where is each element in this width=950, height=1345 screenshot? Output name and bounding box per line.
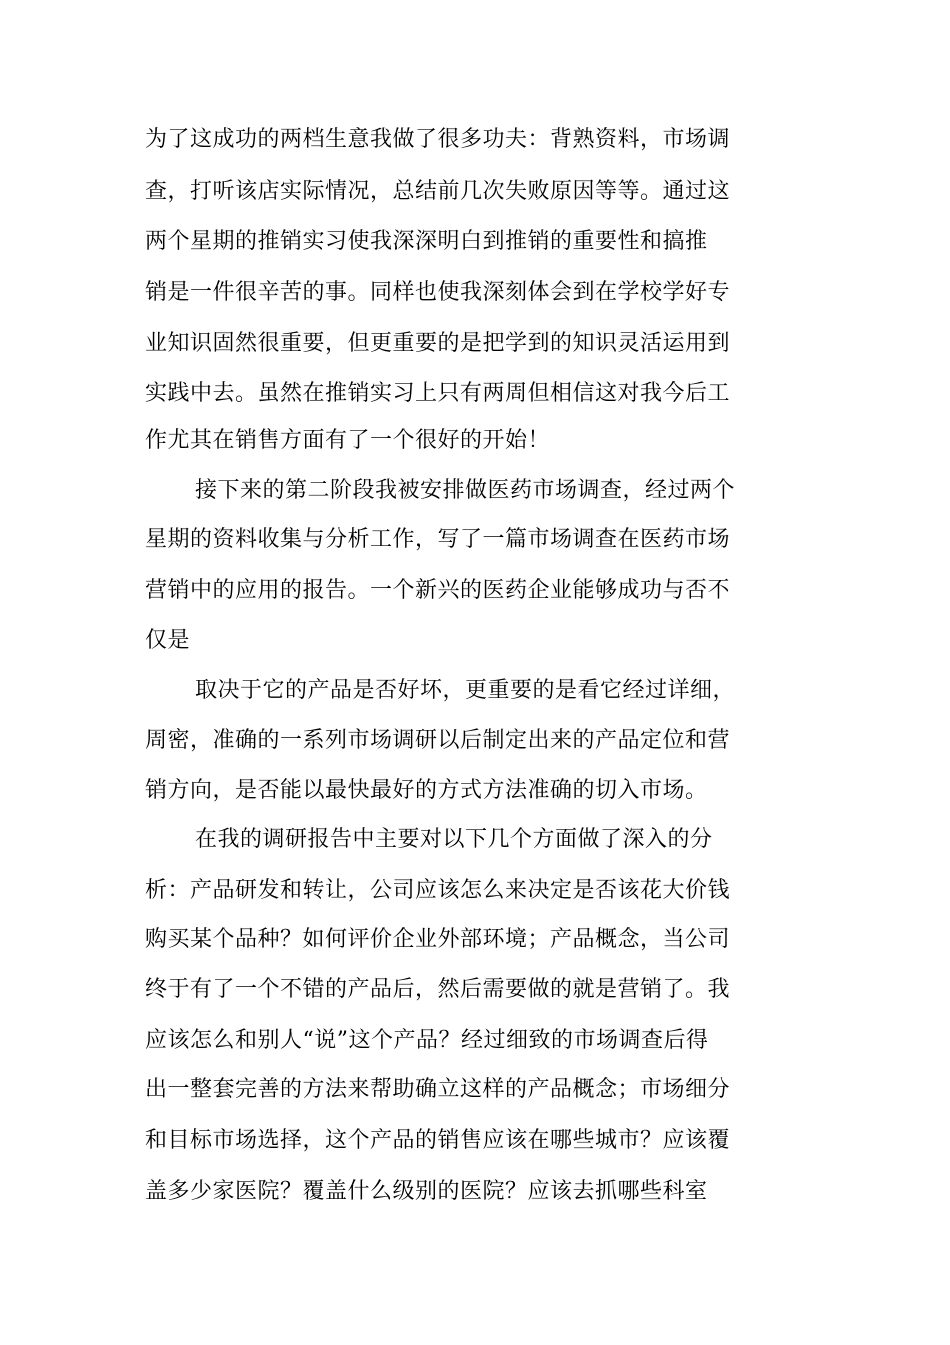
text-line: 盖多少家医院？覆盖什么级别的医院？应该去抓哪些科室	[145, 1179, 708, 1204]
text-line: 销方向，是否能以最快最好的方式方法准确的切入市场。	[145, 778, 708, 803]
text-line: 两个星期的推销实习使我深深明白到推销的重要性和搞推	[145, 229, 708, 254]
paragraph-first-line: 在我的调研报告中主要对以下几个方面做了深入的分	[195, 827, 713, 852]
text-line: 作尤其在销售方面有了一个很好的开始！	[145, 428, 551, 453]
text-line: 和目标市场选择，这个产品的销售应该在哪些城市？应该覆	[145, 1128, 731, 1153]
text-line: 应该怎么和别人“说”这个产品？经过细致的市场调查后得	[145, 1028, 709, 1053]
paragraph-first-line: 接下来的第二阶段我被安排做医药市场调查，经过两个	[195, 478, 736, 503]
text-line: 销是一件很辛苦的事。同样也使我深刻体会到在学校学好专	[145, 280, 731, 305]
text-line: 出一整套完善的方法来帮助确立这样的产品概念；市场细分	[145, 1077, 731, 1102]
text-line: 实践中去。虽然在推销实习上只有两周但相信这对我今后工	[145, 381, 731, 406]
text-line: 为了这成功的两档生意我做了很多功夫：背熟资料，市场调	[145, 127, 731, 152]
text-line: 终于有了一个不错的产品后，然后需要做的就是营销了。我	[145, 977, 731, 1002]
paragraph-first-line: 取决于它的产品是否好坏，更重要的是看它经过详细，	[195, 678, 736, 703]
text-line: 仅是	[145, 628, 191, 653]
text-line: 购买某个品种？如何评价企业外部环境；产品概念，当公司	[145, 927, 731, 952]
text-line: 查，打听该店实际情况，总结前几次失败原因等等。通过这	[145, 179, 731, 204]
text-line: 周密，准确的一系列市场调研以后制定出来的产品定位和营	[145, 728, 731, 753]
text-line: 析：产品研发和转让，公司应该怎么来决定是否该花大价钱	[145, 878, 731, 903]
text-line: 营销中的应用的报告。一个新兴的医药企业能够成功与否不	[145, 578, 731, 603]
text-line: 业知识固然很重要，但更重要的是把学到的知识灵活运用到	[145, 331, 731, 356]
text-line: 星期的资料收集与分析工作，写了一篇市场调查在医药市场	[145, 527, 731, 552]
